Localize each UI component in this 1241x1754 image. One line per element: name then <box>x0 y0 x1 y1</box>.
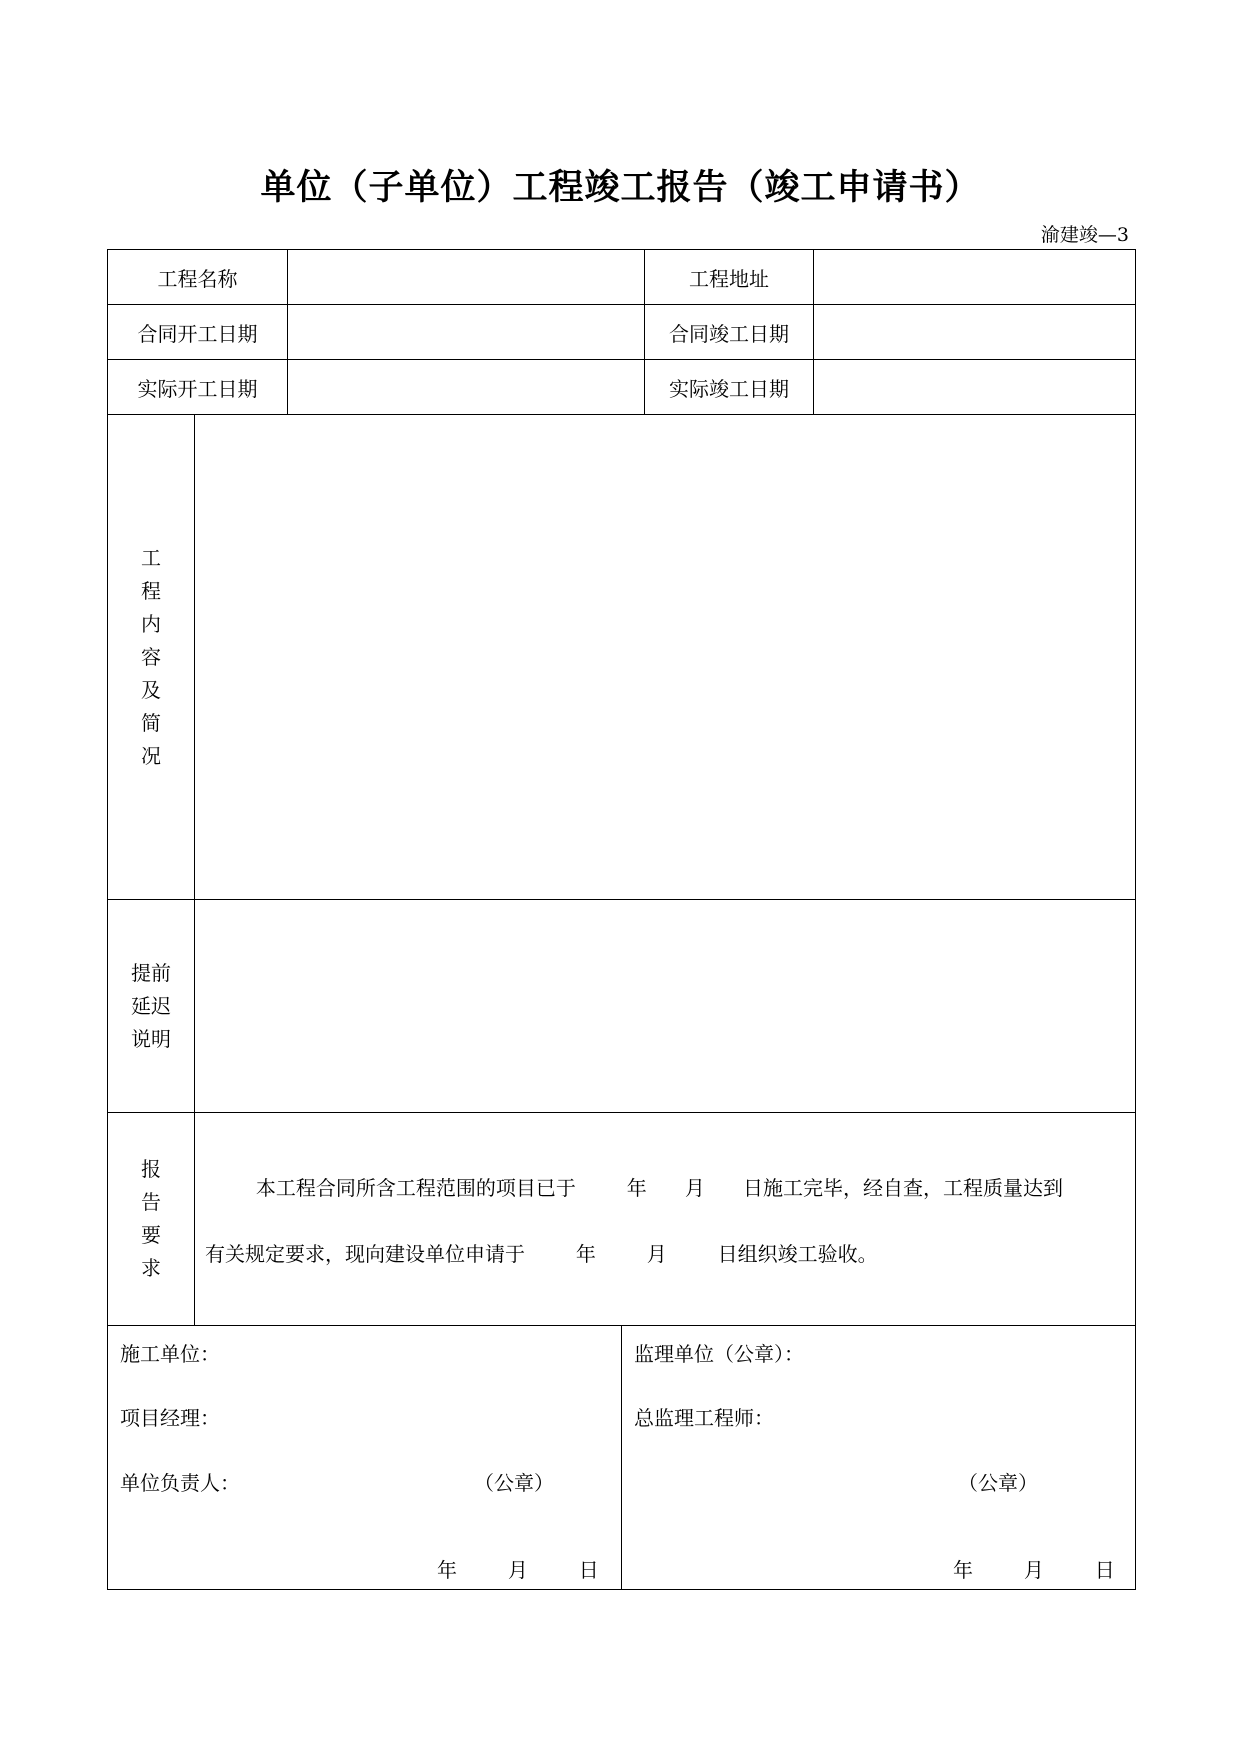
page-title: 单位（子单位）工程竣工报告（竣工申请书） <box>260 168 981 208</box>
report-text-line-1: 本工程合同所含工程范围的项目已于 年 月 日施工完毕，经自查，工程质量达到 <box>205 1176 1064 1200</box>
label-char: 容 <box>141 644 161 669</box>
report-text-line-2: 有关规定要求，现向建设单位申请于 年 月 日组织竣工验收。 <box>205 1242 878 1266</box>
form-code: 渝建竣—3 <box>1040 224 1129 246</box>
project-content-field[interactable] <box>195 415 1135 899</box>
report-requirements-label <box>108 1113 194 1325</box>
contract-end-date-label: 合同竣工日期 <box>669 321 789 346</box>
delay-explanation-label <box>108 900 194 1112</box>
row-divider <box>108 1112 1135 1113</box>
project-name-field[interactable] <box>288 250 644 304</box>
contract-start-date-field[interactable] <box>288 305 644 359</box>
project-manager-label: 项目经理： <box>120 1406 220 1430</box>
project-address-label: 工程地址 <box>689 266 769 291</box>
label-char: 况 <box>141 743 161 768</box>
actual-start-date-field[interactable] <box>288 360 644 414</box>
chief-supervisor-label: 总监理工程师： <box>634 1406 774 1430</box>
label-char: 求 <box>141 1256 161 1280</box>
label-line: 提前 <box>131 960 171 985</box>
project-content-label <box>108 415 194 899</box>
label-char: 内 <box>141 611 161 636</box>
label-char: 告 <box>141 1190 161 1214</box>
label-char: 要 <box>141 1223 161 1247</box>
label-char: 报 <box>141 1157 161 1181</box>
actual-start-date-label: 实际开工日期 <box>137 376 258 401</box>
actual-end-date-label: 实际竣工日期 <box>669 376 789 401</box>
label-line: 说明 <box>131 1026 171 1051</box>
label-char: 工 <box>141 545 161 570</box>
label-line: 延迟 <box>131 993 171 1018</box>
contractor-date: 年 月 日 <box>437 1558 599 1582</box>
label-char: 简 <box>141 710 161 735</box>
contract-end-date-field[interactable] <box>814 305 1135 359</box>
supervisor-date: 年 月 日 <box>953 1558 1115 1582</box>
column-divider <box>621 1325 622 1589</box>
contractor-unit-label: 施工单位： <box>120 1342 220 1366</box>
contract-start-date-label: 合同开工日期 <box>137 321 258 346</box>
label-char: 程 <box>141 578 161 603</box>
supervision-unit-label: 监理单位（公章）： <box>634 1342 804 1366</box>
delay-explanation-field[interactable] <box>195 900 1135 1112</box>
label-char: 及 <box>141 677 161 702</box>
supervisor-seal-label: （公章） <box>958 1471 1038 1495</box>
contractor-seal-label: （公章） <box>474 1471 554 1495</box>
project-name-label: 工程名称 <box>157 266 238 291</box>
project-address-field[interactable] <box>814 250 1135 304</box>
completion-report-form <box>107 249 1136 1590</box>
actual-end-date-field[interactable] <box>814 360 1135 414</box>
unit-responsible-label: 单位负责人： <box>120 1471 240 1495</box>
